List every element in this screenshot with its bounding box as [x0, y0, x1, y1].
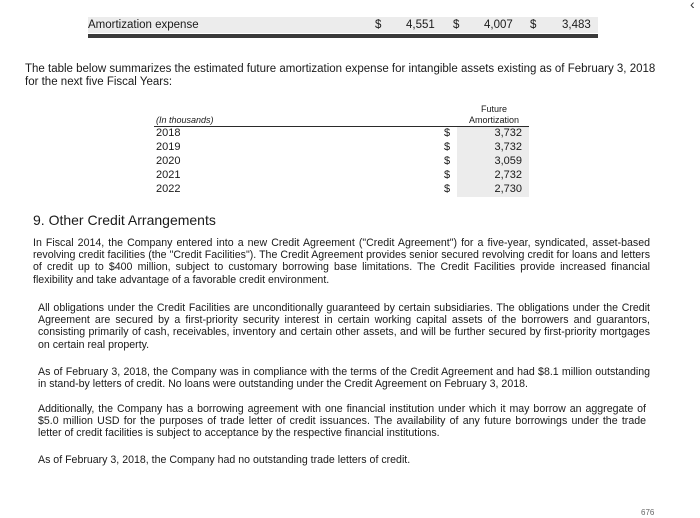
future-amortization-table — [154, 104, 534, 196]
amount-cell: 3,732 — [494, 127, 522, 139]
currency-symbol: $ — [530, 19, 537, 31]
column-header-line2: Amortization — [468, 115, 520, 125]
page-number: 676 — [641, 508, 655, 517]
paragraph-credit-agreement: In Fiscal 2014, the Company entered into a new Credit Agreement ("Credit Agreement") for a five-year, syndicated, asset-based revolving credit facilities (the "Credit Facilities"). The Credit Agreement provides senior secured revolving credit for loans and letters of credit up to $400 million, subject to customary borrowing base limitations. The Credit Facilities provide increased financial flexibility and take advantage of a favorable credit environment. — [33, 237, 650, 286]
amortization-value: 4,551 — [406, 19, 435, 31]
year-cell: 2022 — [156, 183, 181, 195]
amortization-value: 3,483 — [562, 19, 591, 31]
currency-cell: $ — [444, 183, 451, 195]
currency-cell: $ — [444, 127, 451, 139]
table-row — [154, 183, 529, 196]
section-title: 9. Other Credit Arrangements — [33, 212, 216, 228]
paragraph-obligations: All obligations under the Credit Facilities are unconditionally guaranteed by certain subsidiaries. The obligations under the Credit Agreement are secured by a first-priority security interest in certain working capital assets of the borrowers and guarantors, consisting primarily of cash, receivables, inventory and certain other assets, and will be further secured by first-priority mortgages on certain real property. — [38, 302, 650, 351]
currency-symbol: $ — [375, 19, 382, 31]
amortization-value: 4,007 — [484, 19, 513, 31]
table-row — [154, 141, 529, 154]
paragraph-compliance: As of February 3, 2018, the Company was in compliance with the terms of the Credit Agreement and had $8.1 million outstanding in stand-by letters of credit. No loans were outstanding under the Credit Agreement on February 3, 2018. — [38, 366, 650, 391]
paragraph-trade-letters: As of February 3, 2018, the Company had no outstanding trade letters of credit. — [38, 454, 411, 466]
amount-cell: 2,730 — [494, 183, 522, 195]
unit-label: (In thousands) — [156, 115, 214, 125]
table-row — [154, 169, 529, 182]
amortization-expense-row — [88, 13, 598, 35]
table-row — [154, 127, 529, 140]
intro-paragraph: The table below summarizes the estimated future amortization expense for intangible assets existing as of February 3, 2018 for the next five Fiscal Years: — [25, 63, 656, 88]
currency-symbol: $ — [453, 19, 460, 31]
table-row — [154, 155, 529, 168]
currency-cell: $ — [444, 141, 451, 153]
row-double-underline — [88, 36, 598, 38]
corner-arrow-icon: ‹ — [690, 0, 695, 12]
amount-cell: 2,732 — [494, 169, 522, 181]
amount-cell: 3,732 — [494, 141, 522, 153]
year-cell: 2019 — [156, 141, 181, 153]
year-cell: 2020 — [156, 155, 181, 167]
year-cell: 2021 — [156, 169, 181, 181]
column-header-line1: Future — [480, 104, 507, 114]
paragraph-borrowing-agreement: Additionally, the Company has a borrowing agreement with one financial institution under which it may borrow an aggregate of $5.0 million USD for the purposes of trade letter of credit issuances. The availability of any future borrowings under the trade letter of credit facilities is subject to acceptance by the respective financial institutions. — [38, 403, 646, 440]
currency-cell: $ — [444, 155, 451, 167]
year-cell: 2018 — [156, 127, 181, 139]
amount-cell: 3,059 — [494, 155, 522, 167]
amortization-expense-label: Amortization expense — [88, 19, 199, 31]
currency-cell: $ — [444, 169, 451, 181]
